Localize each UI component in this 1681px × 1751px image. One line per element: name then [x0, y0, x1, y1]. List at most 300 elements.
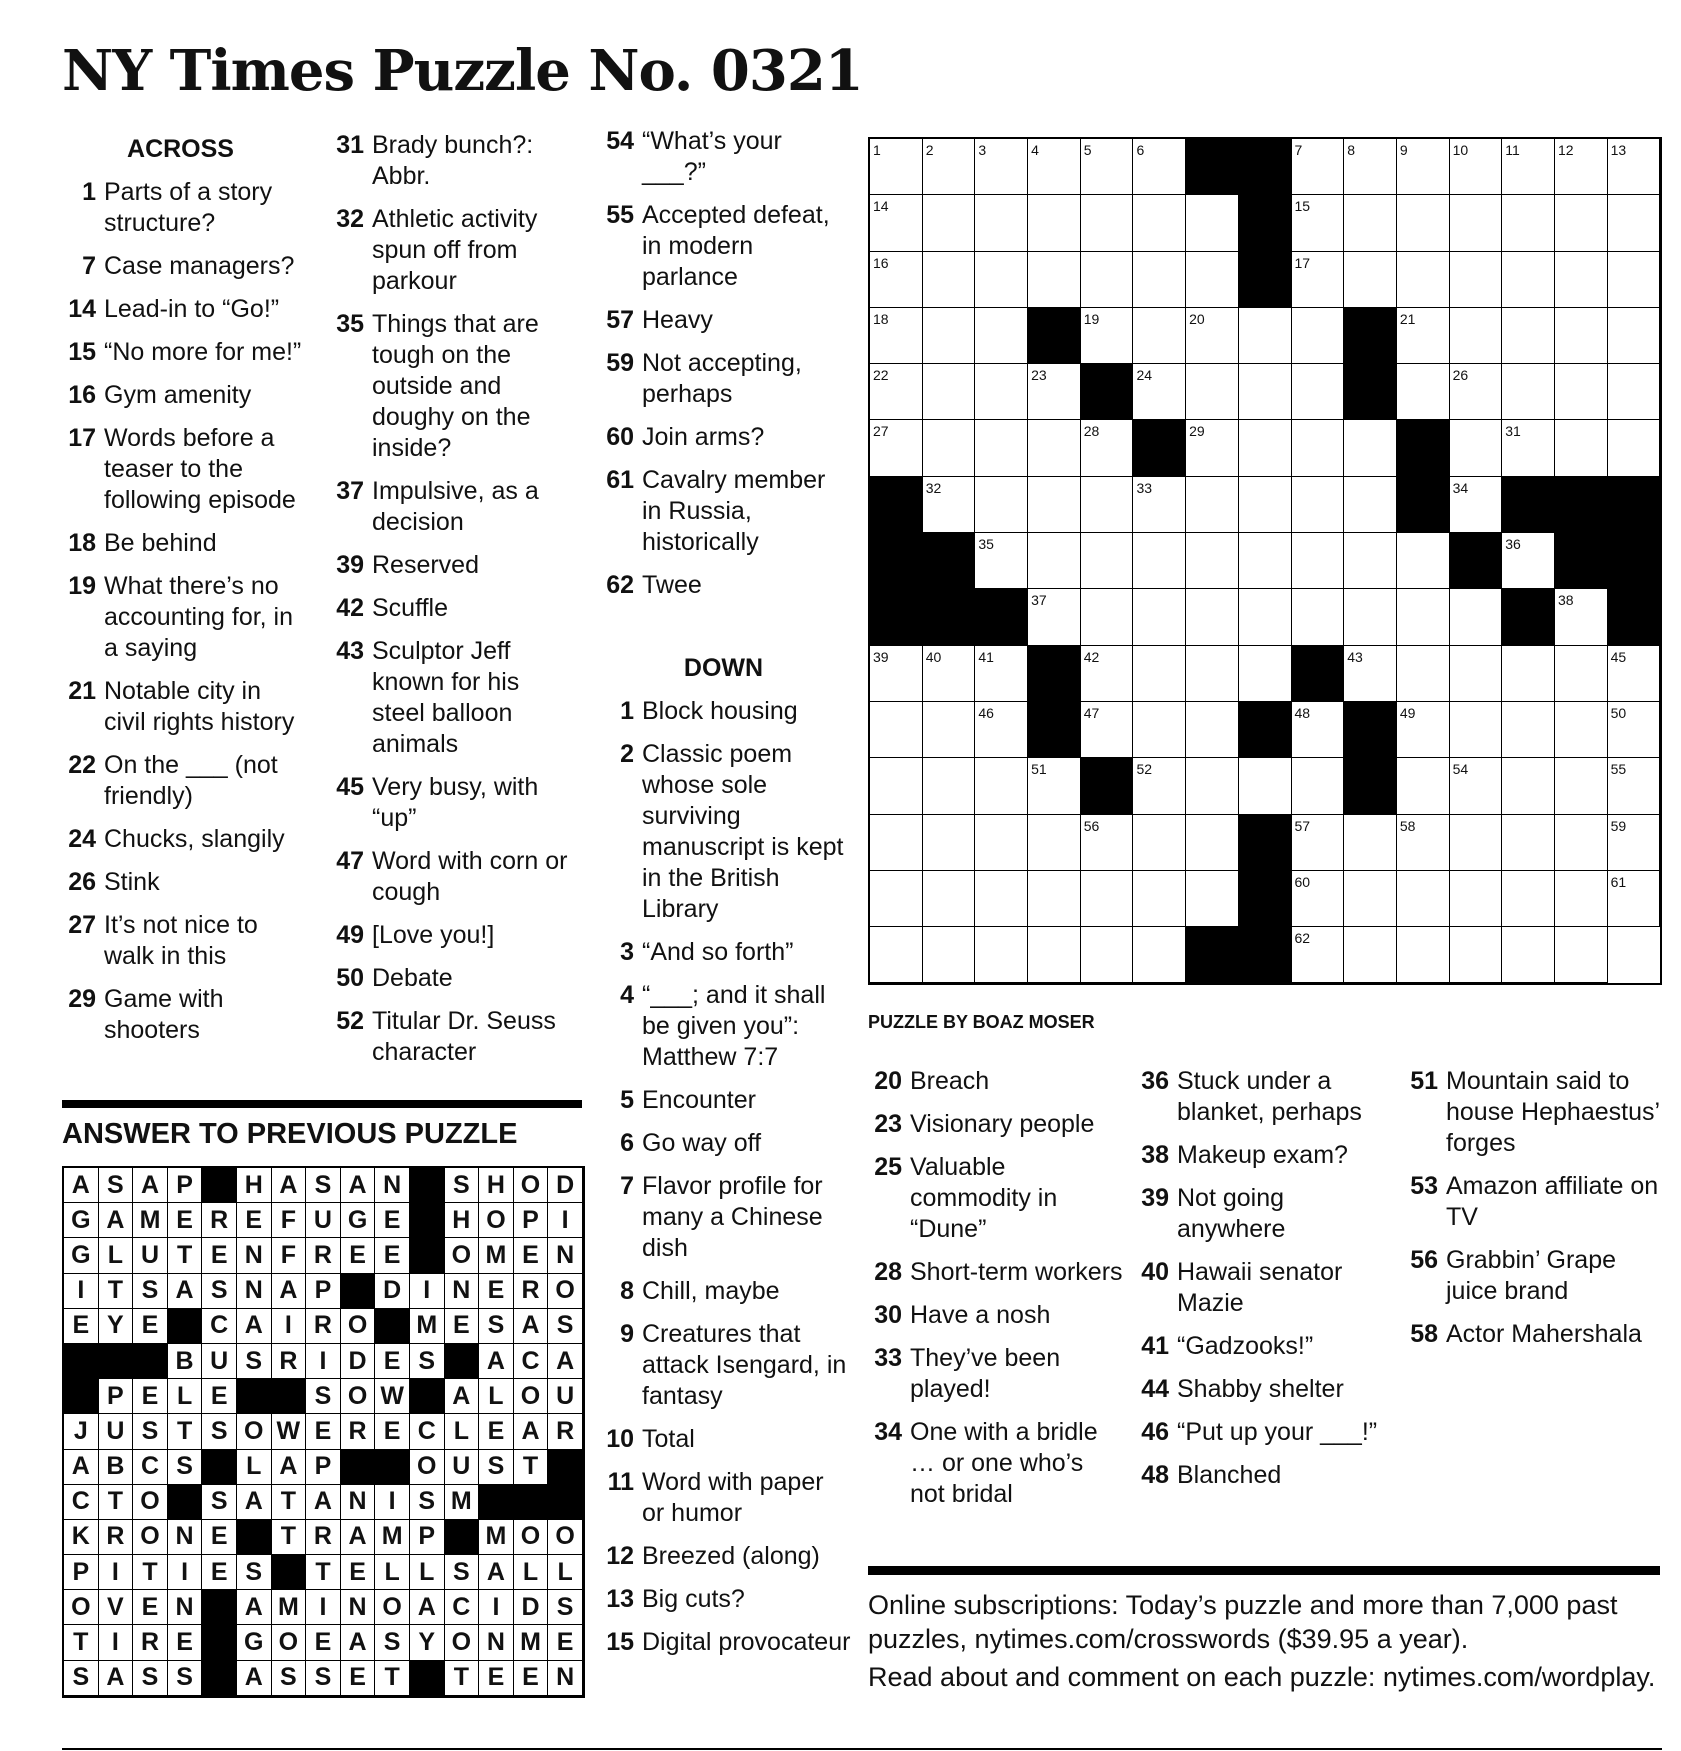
grid-cell[interactable] — [975, 815, 1028, 871]
black-square — [1397, 420, 1450, 476]
grid-cell[interactable] — [1608, 815, 1661, 871]
grid-cell[interactable] — [1344, 420, 1397, 476]
clue-number: 41 — [1141, 1332, 1169, 1360]
grid-cell[interactable] — [1450, 420, 1503, 476]
grid-cell[interactable] — [1502, 533, 1555, 589]
black-square — [1608, 589, 1661, 645]
answer-letter: E — [64, 1309, 99, 1344]
answer-letter: S — [410, 1485, 445, 1520]
grid-cell[interactable] — [1081, 646, 1134, 702]
grid-cell[interactable] — [1292, 533, 1345, 589]
answer-letter: A — [237, 1661, 272, 1696]
grid-cell[interactable] — [1028, 758, 1081, 814]
answer-black-square — [445, 1344, 480, 1379]
grid-cell[interactable] — [1028, 195, 1081, 251]
clue-text: Short-term workers — [910, 1258, 1123, 1286]
answer-letter: T — [168, 1414, 203, 1449]
grid-cell[interactable] — [1450, 871, 1503, 927]
grid-cell[interactable] — [1450, 646, 1503, 702]
answer-letter: L — [375, 1555, 410, 1590]
grid-cell[interactable] — [1450, 364, 1503, 420]
answer-black-square — [202, 1590, 237, 1625]
grid-cell[interactable] — [1608, 871, 1661, 927]
grid-cell[interactable] — [1133, 927, 1186, 983]
grid-cell[interactable] — [1186, 308, 1239, 364]
grid-cell[interactable] — [1502, 308, 1555, 364]
answer-letter: J — [64, 1414, 99, 1449]
grid-cell[interactable] — [923, 308, 976, 364]
grid-cell[interactable] — [1344, 927, 1397, 983]
grid-cell[interactable] — [870, 646, 923, 702]
across-column-1 — [58, 134, 303, 1058]
answer-letter: E — [168, 1625, 203, 1660]
grid-cell[interactable] — [1239, 646, 1292, 702]
grid-cell[interactable] — [1502, 420, 1555, 476]
answer-letter: E — [341, 1238, 376, 1273]
grid-cell[interactable] — [975, 364, 1028, 420]
grid-cell[interactable] — [1397, 364, 1450, 420]
clue-number: 62 — [606, 571, 634, 599]
grid-cell[interactable] — [1186, 815, 1239, 871]
grid-cell[interactable] — [1133, 758, 1186, 814]
answer-letter: N — [237, 1274, 272, 1309]
grid-cell[interactable] — [1081, 589, 1134, 645]
grid-cell[interactable] — [923, 871, 976, 927]
grid-cell[interactable] — [1344, 533, 1397, 589]
grid-cell[interactable] — [1292, 871, 1345, 927]
grid-cell[interactable] — [1502, 252, 1555, 308]
grid-cell[interactable] — [1292, 927, 1345, 983]
grid-cell[interactable] — [1133, 533, 1186, 589]
clue-number: 1 — [82, 178, 96, 206]
clue — [58, 750, 303, 812]
grid-cell[interactable] — [1450, 927, 1503, 983]
grid-cell[interactable] — [1450, 758, 1503, 814]
grid-cell[interactable] — [1028, 139, 1081, 195]
grid-cell[interactable] — [1292, 364, 1345, 420]
grid-cell[interactable] — [1608, 364, 1661, 420]
answer-letter: A — [237, 1309, 272, 1344]
grid-cell[interactable] — [870, 420, 923, 476]
grid-cell[interactable] — [870, 758, 923, 814]
grid-cell[interactable] — [975, 477, 1028, 533]
grid-cell[interactable] — [1292, 758, 1345, 814]
grid-cell[interactable] — [1397, 252, 1450, 308]
grid-cell[interactable] — [1555, 308, 1608, 364]
clue-text: Heavy — [642, 306, 713, 334]
black-square — [870, 477, 923, 533]
down-column-4 — [864, 1066, 1124, 1522]
clue-number: 21 — [68, 677, 96, 705]
clue-text: Makeup exam? — [1177, 1141, 1348, 1169]
grid-cell[interactable] — [870, 252, 923, 308]
grid-cell[interactable] — [1028, 927, 1081, 983]
clue-number: 57 — [606, 306, 634, 334]
answer-letter: A — [445, 1379, 480, 1414]
previous-answer-grid — [62, 1166, 585, 1698]
grid-cell[interactable] — [1081, 420, 1134, 476]
grid-cell[interactable] — [1186, 420, 1239, 476]
grid-cell[interactable] — [1028, 420, 1081, 476]
grid-cell[interactable] — [1133, 477, 1186, 533]
grid-cell[interactable] — [1186, 702, 1239, 758]
grid-cell[interactable] — [1028, 589, 1081, 645]
answer-letter: O — [133, 1485, 168, 1520]
grid-cell[interactable] — [1028, 815, 1081, 871]
clue-text: Athletic activity spun off from parkour — [372, 205, 538, 295]
answer-letter: S — [64, 1661, 99, 1696]
grid-cell[interactable] — [1133, 308, 1186, 364]
grid-cell[interactable] — [1292, 589, 1345, 645]
grid-cell[interactable] — [1186, 252, 1239, 308]
grid-cell[interactable] — [1450, 308, 1503, 364]
grid-cell[interactable] — [1081, 252, 1134, 308]
answer-letter: S — [306, 1661, 341, 1696]
grid-cell[interactable] — [1397, 758, 1450, 814]
grid-cell[interactable] — [1450, 815, 1503, 871]
grid-cell[interactable] — [1081, 871, 1134, 927]
grid-cell[interactable] — [1292, 477, 1345, 533]
grid-cell[interactable] — [923, 195, 976, 251]
answer-letter: E — [202, 1555, 237, 1590]
clue — [596, 1319, 851, 1412]
grid-cell[interactable] — [1397, 702, 1450, 758]
grid-cell[interactable] — [1186, 871, 1239, 927]
black-square — [1397, 477, 1450, 533]
grid-cell[interactable] — [1502, 871, 1555, 927]
clue — [1131, 1183, 1391, 1245]
grid-cell[interactable] — [1292, 702, 1345, 758]
grid-cell[interactable] — [1608, 195, 1661, 251]
clue — [864, 1066, 1124, 1097]
grid-cell[interactable] — [1608, 758, 1661, 814]
clue-number: 7 — [82, 252, 96, 280]
grid-cell[interactable] — [1450, 195, 1503, 251]
answer-letter: O — [445, 1625, 480, 1660]
cell-number: 12 — [1557, 142, 1574, 158]
grid-cell[interactable] — [1133, 589, 1186, 645]
down-column-6 — [1400, 1066, 1670, 1362]
grid-cell[interactable] — [923, 646, 976, 702]
clue-text: Gym amenity — [104, 381, 252, 409]
grid-cell[interactable] — [1344, 139, 1397, 195]
grid-cell[interactable] — [1502, 139, 1555, 195]
cell-number: 60 — [1294, 873, 1311, 890]
grid-cell[interactable] — [923, 420, 976, 476]
grid-cell[interactable] — [1450, 702, 1503, 758]
grid-cell[interactable] — [1081, 308, 1134, 364]
grid-cell[interactable] — [1502, 364, 1555, 420]
grid-cell[interactable] — [1081, 195, 1134, 251]
grid-cell[interactable] — [1555, 589, 1608, 645]
grid-cell[interactable] — [923, 815, 976, 871]
grid-cell[interactable] — [1555, 420, 1608, 476]
grid-cell[interactable] — [975, 927, 1028, 983]
grid-cell[interactable] — [1397, 139, 1450, 195]
grid-cell[interactable] — [923, 477, 976, 533]
answer-letter: N — [445, 1274, 480, 1309]
clue — [596, 937, 851, 968]
answer-letter: H — [479, 1168, 514, 1203]
grid-cell[interactable] — [1028, 871, 1081, 927]
clue-text: Debate — [372, 964, 453, 992]
answer-letter: E — [202, 1379, 237, 1414]
answer-letter: E — [375, 1414, 410, 1449]
clue — [596, 348, 851, 410]
clue-text: Brady bunch?: Abbr. — [372, 131, 534, 190]
answer-letter: D — [341, 1344, 376, 1379]
clue-number: 16 — [68, 381, 96, 409]
grid-cell[interactable] — [1292, 195, 1345, 251]
grid-cell[interactable] — [1555, 702, 1608, 758]
grid-cell[interactable] — [870, 815, 923, 871]
clue-text: Word with paper or humor — [642, 1468, 824, 1527]
answer-letter: A — [341, 1625, 376, 1660]
grid-cell[interactable] — [1502, 646, 1555, 702]
grid-cell[interactable] — [1502, 702, 1555, 758]
grid-cell[interactable] — [1555, 758, 1608, 814]
grid-cell[interactable] — [1186, 195, 1239, 251]
grid-cell[interactable] — [923, 139, 976, 195]
cell-number: 1 — [873, 142, 881, 158]
grid-cell[interactable] — [923, 758, 976, 814]
grid-cell[interactable] — [1186, 589, 1239, 645]
answer-letter: E — [548, 1625, 583, 1660]
answer-letter: M — [479, 1520, 514, 1555]
grid-cell[interactable] — [1344, 252, 1397, 308]
grid-cell[interactable] — [1081, 533, 1134, 589]
grid-cell[interactable] — [870, 702, 923, 758]
black-square — [1239, 815, 1292, 871]
answer-letter: M — [410, 1309, 445, 1344]
grid-cell[interactable] — [1292, 139, 1345, 195]
grid-cell[interactable] — [1608, 139, 1661, 195]
grid-cell[interactable] — [975, 139, 1028, 195]
grid-cell[interactable] — [975, 308, 1028, 364]
grid-cell[interactable] — [1344, 477, 1397, 533]
answer-letter: S — [202, 1414, 237, 1449]
clue — [326, 920, 571, 951]
grid-cell[interactable] — [975, 702, 1028, 758]
grid-cell[interactable] — [1397, 195, 1450, 251]
grid-cell[interactable] — [975, 195, 1028, 251]
grid-cell[interactable] — [1344, 646, 1397, 702]
grid-cell[interactable] — [1397, 646, 1450, 702]
answer-black-square — [202, 1625, 237, 1660]
grid-cell[interactable] — [1397, 589, 1450, 645]
grid-cell[interactable] — [923, 364, 976, 420]
grid-cell[interactable] — [923, 252, 976, 308]
grid-cell[interactable] — [1239, 308, 1292, 364]
grid-cell[interactable] — [1292, 815, 1345, 871]
grid-cell[interactable] — [1502, 927, 1555, 983]
grid-cell[interactable] — [1028, 533, 1081, 589]
grid-cell[interactable] — [1133, 871, 1186, 927]
answer-letter: E — [133, 1590, 168, 1625]
grid-cell[interactable] — [1450, 252, 1503, 308]
cell-number: 23 — [1031, 367, 1047, 384]
grid-cell[interactable] — [1608, 252, 1661, 308]
grid-cell[interactable] — [1133, 139, 1186, 195]
grid-cell[interactable] — [1450, 477, 1503, 533]
grid-cell[interactable] — [1608, 702, 1661, 758]
crossword-grid[interactable] — [868, 137, 1662, 985]
grid-cell[interactable] — [1608, 420, 1661, 476]
grid-cell[interactable] — [975, 420, 1028, 476]
grid-cell[interactable] — [1133, 646, 1186, 702]
grid-cell[interactable] — [1081, 927, 1134, 983]
grid-cell[interactable] — [1239, 758, 1292, 814]
answer-letter: R — [306, 1238, 341, 1273]
grid-cell[interactable] — [1344, 871, 1397, 927]
byline: PUZZLE BY BOAZ MOSER — [868, 1012, 1095, 1032]
grid-cell[interactable] — [1081, 477, 1134, 533]
grid-cell[interactable] — [1502, 758, 1555, 814]
grid-cell[interactable] — [1028, 252, 1081, 308]
black-square — [1133, 420, 1186, 476]
grid-cell[interactable] — [1081, 702, 1134, 758]
clue-text: [Love you!] — [372, 921, 495, 949]
grid-cell[interactable] — [1239, 477, 1292, 533]
clue-text: Blanched — [1177, 1461, 1282, 1489]
clue — [326, 963, 571, 994]
grid-cell[interactable] — [870, 871, 923, 927]
grid-cell[interactable] — [1186, 533, 1239, 589]
grid-cell[interactable] — [1555, 871, 1608, 927]
answer-letter: O — [514, 1168, 549, 1203]
answer-black-square — [341, 1450, 376, 1485]
answer-letter: S — [202, 1485, 237, 1520]
grid-cell[interactable] — [1133, 815, 1186, 871]
grid-cell[interactable] — [1239, 420, 1292, 476]
grid-cell[interactable] — [1239, 364, 1292, 420]
grid-cell[interactable] — [1133, 364, 1186, 420]
clue — [58, 177, 303, 239]
grid-cell[interactable] — [870, 364, 923, 420]
answer-letter: E — [341, 1661, 376, 1696]
clue-text: Very busy, with “up” — [372, 773, 539, 832]
answer-letter: N — [168, 1520, 203, 1555]
grid-cell[interactable] — [1344, 589, 1397, 645]
grid-cell[interactable] — [1344, 815, 1397, 871]
grid-cell[interactable] — [870, 308, 923, 364]
grid-cell[interactable] — [1555, 646, 1608, 702]
grid-cell[interactable] — [1186, 758, 1239, 814]
grid-cell[interactable] — [1186, 364, 1239, 420]
grid-cell[interactable] — [975, 871, 1028, 927]
grid-cell[interactable] — [1397, 815, 1450, 871]
grid-cell[interactable] — [1555, 815, 1608, 871]
clue-number: 8 — [620, 1277, 634, 1305]
answer-letter: S — [168, 1450, 203, 1485]
grid-cell[interactable] — [1397, 927, 1450, 983]
grid-cell[interactable] — [1450, 139, 1503, 195]
grid-cell[interactable] — [1133, 252, 1186, 308]
answer-black-square — [64, 1379, 99, 1414]
grid-cell[interactable] — [1292, 252, 1345, 308]
grid-cell[interactable] — [870, 927, 923, 983]
answer-letter: O — [479, 1203, 514, 1238]
grid-cell[interactable] — [1555, 927, 1608, 983]
grid-cell[interactable] — [870, 195, 923, 251]
grid-cell[interactable] — [1081, 815, 1134, 871]
grid-cell[interactable] — [1292, 308, 1345, 364]
clue — [1131, 1374, 1391, 1405]
answer-letter: R — [306, 1309, 341, 1344]
grid-cell[interactable] — [1028, 364, 1081, 420]
grid-cell[interactable] — [1608, 308, 1661, 364]
answer-letter: S — [306, 1168, 341, 1203]
grid-cell[interactable] — [975, 758, 1028, 814]
grid-cell[interactable] — [1555, 364, 1608, 420]
answer-letter: A — [514, 1414, 549, 1449]
answer-letter: A — [410, 1590, 445, 1625]
grid-cell[interactable] — [923, 927, 976, 983]
clue-text: Not accepting, perhaps — [642, 349, 802, 408]
grid-cell[interactable] — [1555, 195, 1608, 251]
answer-letter: E — [202, 1238, 237, 1273]
clue — [596, 200, 851, 293]
clue-number: 9 — [620, 1320, 634, 1348]
grid-cell[interactable] — [1344, 195, 1397, 251]
clue-number: 5 — [620, 1086, 634, 1114]
grid-cell[interactable] — [1028, 477, 1081, 533]
answer-letter: T — [99, 1274, 134, 1309]
clue-text: Be behind — [104, 529, 217, 557]
black-square — [1450, 533, 1503, 589]
answer-letter: S — [306, 1379, 341, 1414]
grid-cell[interactable] — [1133, 702, 1186, 758]
grid-cell[interactable] — [1502, 815, 1555, 871]
grid-cell[interactable] — [975, 533, 1028, 589]
cell-number: 61 — [1610, 873, 1627, 890]
down-list-4 — [864, 1066, 1124, 1510]
answer-letter: S — [133, 1414, 168, 1449]
grid-cell[interactable] — [870, 139, 923, 195]
grid-cell[interactable] — [1292, 420, 1345, 476]
answer-letter: C — [514, 1344, 549, 1379]
grid-cell[interactable] — [1555, 139, 1608, 195]
grid-cell[interactable] — [975, 646, 1028, 702]
grid-cell[interactable] — [1397, 308, 1450, 364]
grid-cell[interactable] — [1081, 139, 1134, 195]
clue-text: “Gadzooks!” — [1177, 1332, 1314, 1360]
grid-cell[interactable] — [1186, 646, 1239, 702]
grid-cell[interactable] — [1608, 646, 1661, 702]
grid-cell[interactable] — [1133, 195, 1186, 251]
grid-cell[interactable] — [1239, 533, 1292, 589]
cell-number: 41 — [978, 648, 994, 665]
grid-cell[interactable] — [1502, 195, 1555, 251]
grid-cell[interactable] — [1555, 252, 1608, 308]
answer-letter: P — [64, 1555, 99, 1590]
across-down-column-3 — [596, 126, 851, 1670]
answer-black-square — [410, 1168, 445, 1203]
answer-letter: A — [237, 1485, 272, 1520]
grid-cell[interactable] — [923, 702, 976, 758]
clue — [1131, 1460, 1391, 1491]
grid-cell[interactable] — [1397, 533, 1450, 589]
answer-letter: S — [445, 1168, 480, 1203]
grid-cell[interactable] — [1450, 589, 1503, 645]
grid-cell[interactable] — [975, 252, 1028, 308]
grid-cell[interactable] — [1239, 589, 1292, 645]
answer-letter: I — [168, 1555, 203, 1590]
grid-cell[interactable] — [1397, 871, 1450, 927]
clue-number: 14 — [68, 295, 96, 323]
clue — [1131, 1257, 1391, 1319]
grid-cell[interactable] — [1186, 477, 1239, 533]
